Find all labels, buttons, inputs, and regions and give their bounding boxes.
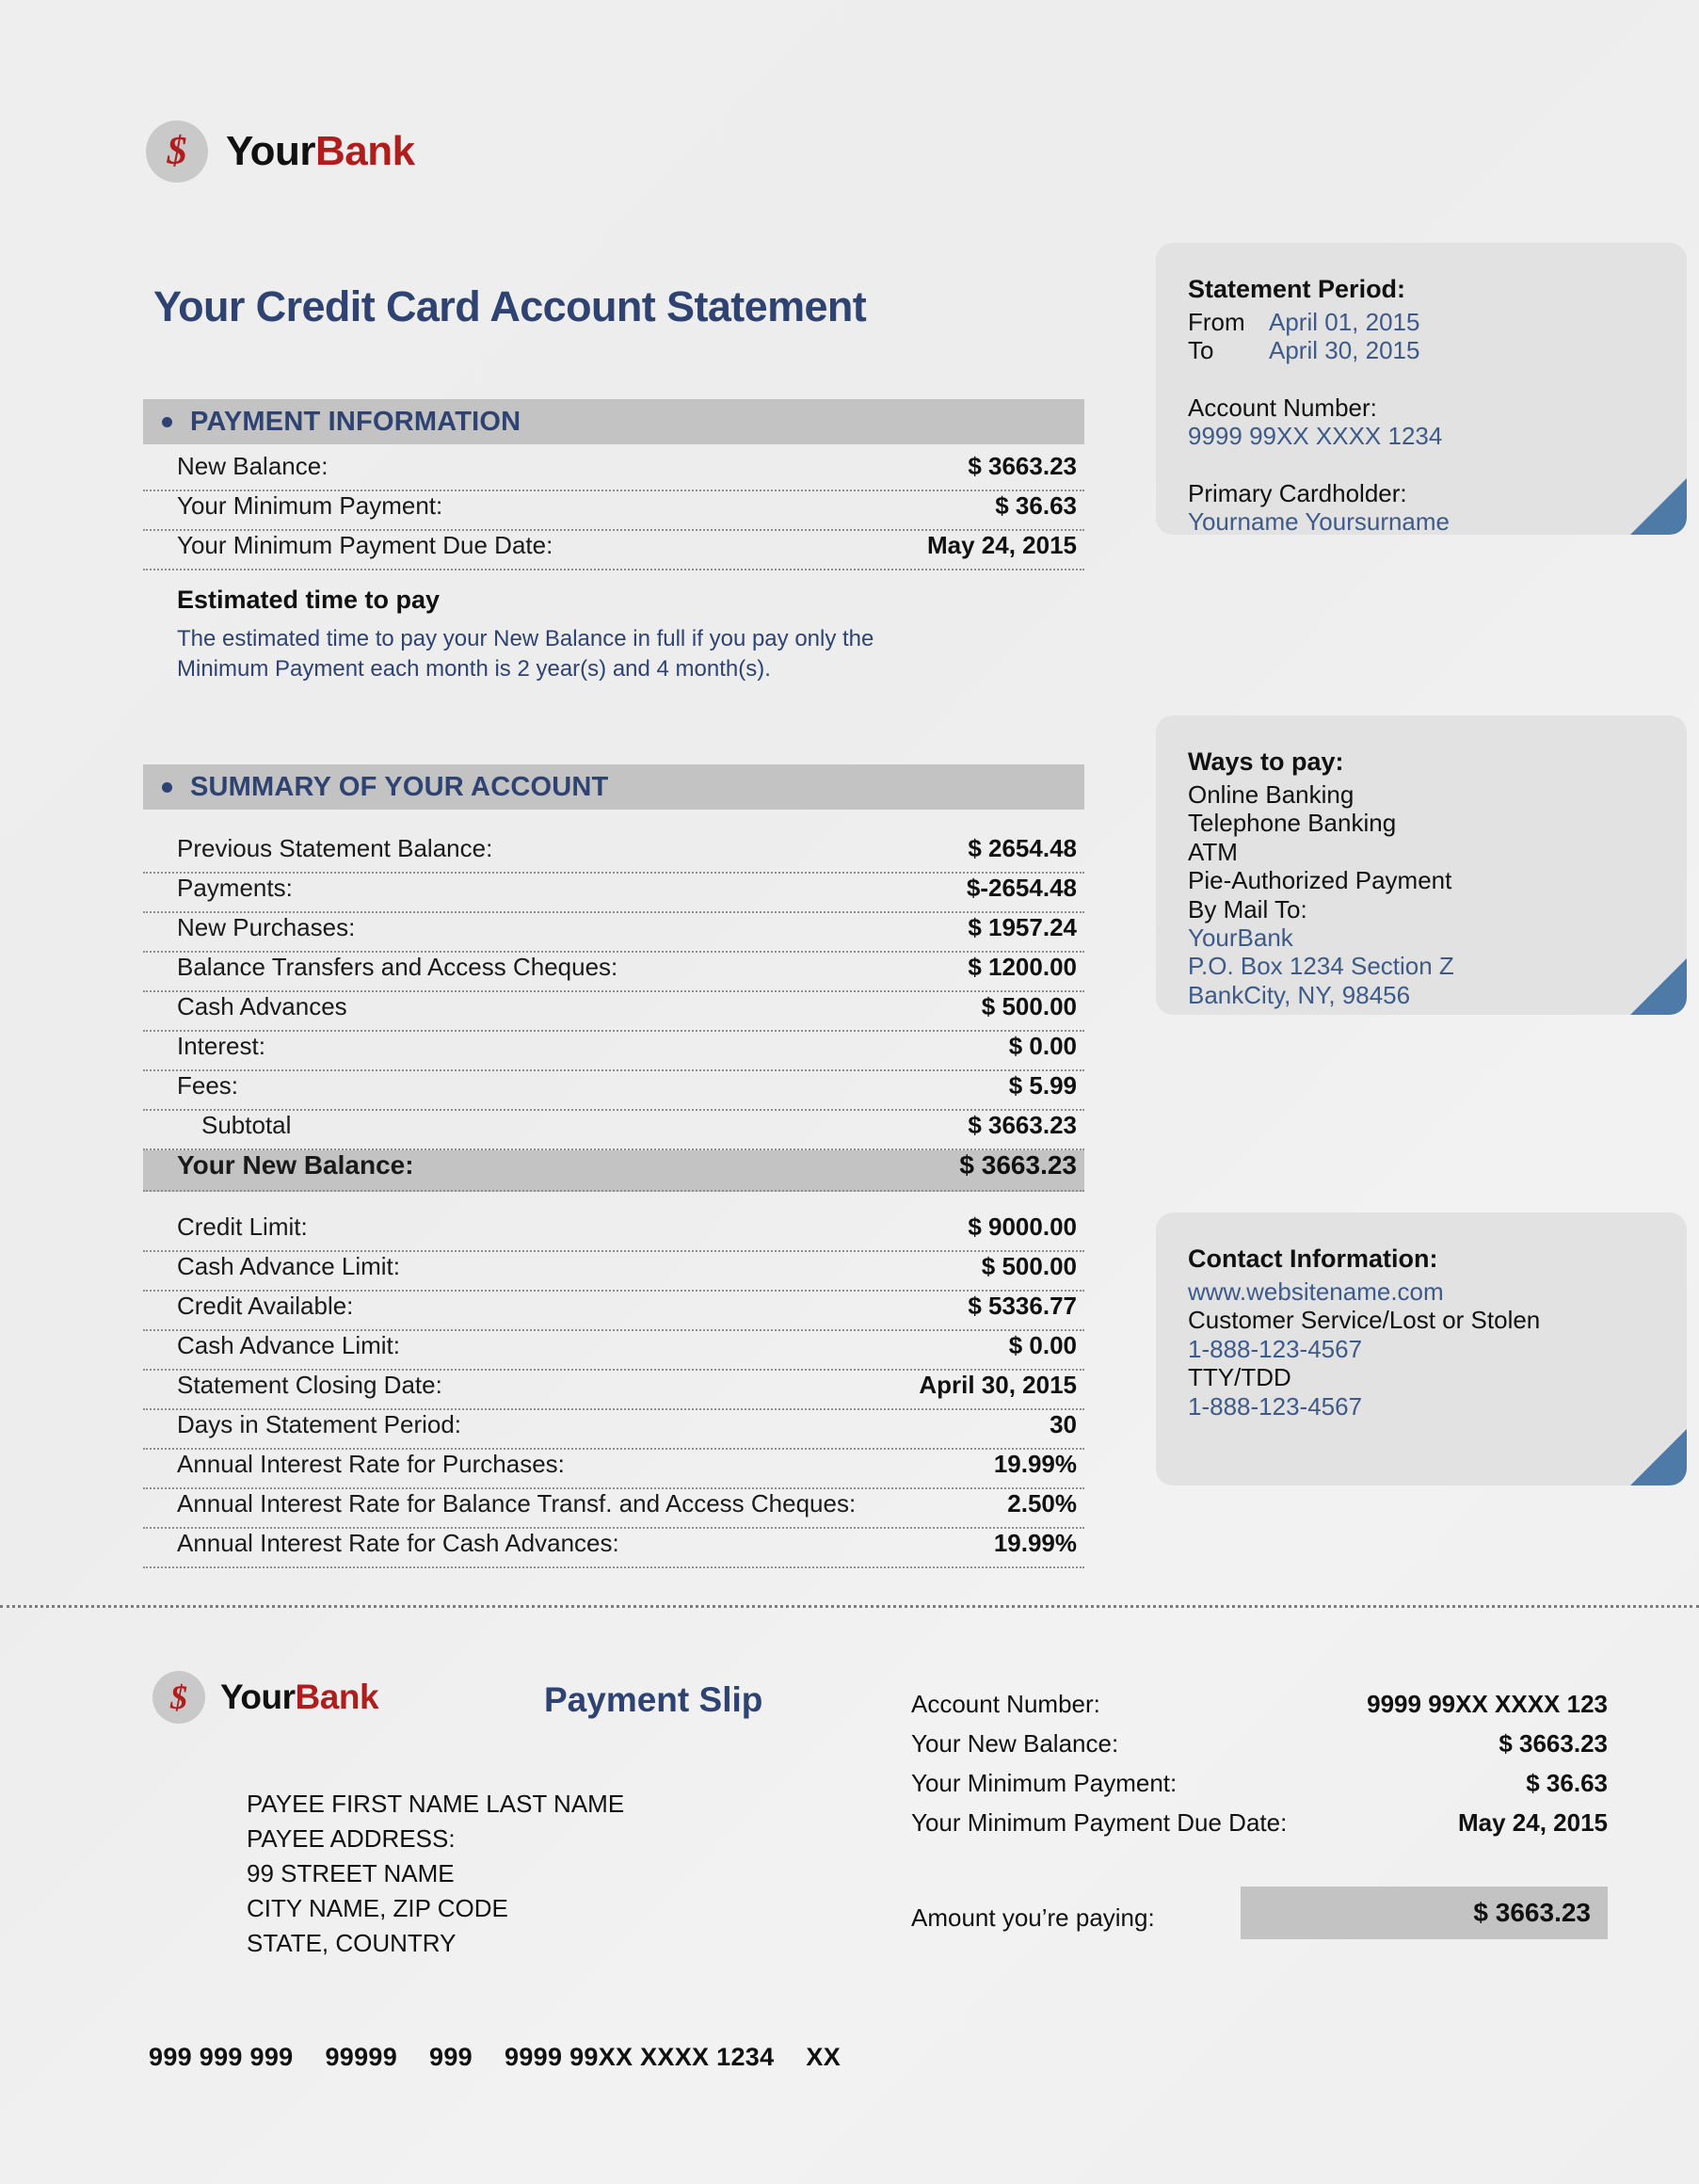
row-value: $ 1957.24 [968, 913, 1077, 941]
row-label: Credit Available: [177, 1292, 354, 1320]
row-value: 19.99% [993, 1529, 1077, 1557]
row-label: Balance Transfers and Access Cheques: [177, 953, 618, 981]
table-row [143, 992, 1084, 1032]
table-row [143, 1371, 1084, 1410]
panel-spacer [1188, 451, 1687, 479]
row-value: $-2654.48 [966, 874, 1077, 902]
bullet-icon [162, 782, 172, 793]
payee-line: PAYEE ADDRESS: [247, 1823, 456, 1853]
payment-slip-details [911, 1690, 1608, 1848]
table-row [143, 1410, 1084, 1450]
micr-segment: 99999 [325, 2043, 398, 2071]
row-label: Annual Interest Rate for Cash Advances: [177, 1529, 619, 1557]
table-row [143, 1252, 1084, 1292]
account-number-value: 9999 99XX XXXX 1234 [1188, 422, 1443, 451]
row-label: Account Number: [911, 1690, 1100, 1718]
account-number-label: Account Number: [1188, 393, 1377, 422]
row-value: May 24, 2015 [1457, 1808, 1608, 1837]
contact-information-panel [1156, 1212, 1687, 1485]
folded-corner-icon [1630, 1429, 1687, 1485]
bank-name-first: Your [226, 128, 315, 174]
row-label: Credit Limit: [177, 1212, 308, 1241]
payment-information-rows [143, 452, 1084, 570]
table-row-new-balance [143, 1150, 1084, 1192]
statement-period-heading: Statement Period: [1188, 275, 1406, 303]
to-value: April 30, 2015 [1269, 336, 1420, 365]
table-row [143, 953, 1084, 992]
estimated-time-title: Estimated time to pay [177, 586, 441, 614]
payment-slip-logo [152, 1671, 378, 1724]
row-value: $ 5.99 [1008, 1071, 1077, 1100]
dollar-coin-icon: $ [146, 120, 208, 183]
ways-to-pay-panel [1156, 715, 1687, 1015]
payee-line: STATE, COUNTRY [247, 1928, 457, 1957]
panel-spacer [1188, 365, 1687, 393]
row-value: $ 3663.23 [968, 452, 1077, 480]
row-label: New Balance: [177, 452, 329, 480]
bank-logo [146, 120, 415, 183]
payment-method: Pie-Authorized Payment [1188, 866, 1452, 895]
rows-spacer [143, 1192, 1084, 1205]
row-value: $ 3663.23 [1499, 1729, 1608, 1758]
row-label: Your Minimum Payment: [911, 1769, 1178, 1797]
mail-address-line: BankCity, NY, 98456 [1188, 980, 1411, 1009]
payee-line: PAYEE FIRST NAME LAST NAME [247, 1790, 625, 1818]
from-label: From [1188, 308, 1245, 336]
bank-name [226, 128, 415, 175]
table-row-subtotal [143, 1111, 1084, 1150]
contact-heading: Contact Information: [1188, 1245, 1438, 1273]
payment-method: ATM [1188, 837, 1238, 866]
payment-method: By Mail To: [1188, 894, 1307, 923]
table-row [143, 834, 1084, 874]
cardholder-value: Yourname Yoursurname [1188, 507, 1451, 535]
row-label: Payments: [177, 874, 293, 902]
statement-period-to [1188, 336, 1687, 364]
payment-method: Online Banking [1188, 780, 1354, 809]
slip-row [911, 1769, 1608, 1808]
cardholder-label: Primary Cardholder: [1188, 478, 1407, 507]
row-value: 30 [1050, 1410, 1077, 1438]
row-value: $ 5336.77 [968, 1292, 1077, 1320]
from-value: April 01, 2015 [1269, 308, 1420, 336]
row-value: 19.99% [993, 1450, 1077, 1478]
row-value: $ 9000.00 [968, 1212, 1077, 1241]
ways-to-pay-heading: Ways to pay: [1188, 747, 1344, 776]
summary-rows-group-1 [143, 834, 1084, 1192]
row-label: New Purchases: [177, 913, 356, 941]
payee-address-block [247, 1787, 624, 1961]
row-value: $ 2654.48 [968, 834, 1077, 862]
payment-method: Telephone Banking [1188, 809, 1397, 838]
bank-name-first: Your [220, 1678, 296, 1716]
row-value: $ 500.00 [981, 1252, 1077, 1280]
row-value: $ 3663.23 [968, 1111, 1077, 1139]
statement-period-panel [1156, 243, 1687, 535]
estimated-time-to-pay [143, 586, 1084, 684]
tty-phone[interactable]: 1-888-123-4567 [1188, 1391, 1363, 1421]
row-label: Your New Balance: [177, 1150, 414, 1180]
amount-paying-label: Amount you’re paying: [911, 1903, 1155, 1932]
customer-service-label: Customer Service/Lost or Stolen [1188, 1306, 1541, 1335]
row-value: $ 1200.00 [968, 953, 1077, 981]
payee-line: 99 STREET NAME [247, 1858, 455, 1887]
row-value: $ 500.00 [981, 992, 1077, 1020]
row-label: Previous Statement Balance: [177, 834, 493, 862]
table-row [143, 1450, 1084, 1489]
table-row [143, 452, 1084, 491]
table-row [143, 1032, 1084, 1071]
slip-row [911, 1808, 1608, 1848]
to-label: To [1188, 336, 1214, 365]
summary-header [143, 764, 1084, 810]
table-row [143, 1331, 1084, 1371]
summary-title: SUMMARY OF YOUR ACCOUNT [190, 771, 609, 802]
mail-address-line: YourBank [1188, 923, 1293, 953]
payment-information-header [143, 399, 1084, 444]
micr-segment: 999 999 999 [149, 2043, 294, 2071]
row-label: Your Minimum Payment Due Date: [177, 531, 553, 559]
row-value: May 24, 2015 [926, 531, 1077, 559]
bank-name [220, 1678, 378, 1717]
tty-label: TTY/TDD [1188, 1363, 1291, 1392]
row-value: $ 3663.23 [959, 1150, 1077, 1180]
payee-line: CITY NAME, ZIP CODE [247, 1893, 508, 1922]
bank-name-second: Bank [295, 1678, 379, 1716]
row-label: Cash Advance Limit: [177, 1252, 401, 1280]
mail-address-line: P.O. Box 1234 Section Z [1188, 952, 1454, 981]
customer-service-phone[interactable]: 1-888-123-4567 [1188, 1334, 1363, 1363]
row-value: 9999 99XX XXXX 123 [1367, 1690, 1608, 1718]
row-value: $ 0.00 [1008, 1331, 1077, 1359]
table-row [143, 874, 1084, 913]
row-value: 2.50% [1007, 1489, 1077, 1518]
micr-segment: 999 [429, 2043, 473, 2071]
row-value: April 30, 2015 [919, 1371, 1077, 1399]
table-row [143, 1292, 1084, 1331]
table-row [143, 1071, 1084, 1111]
row-value: $ 36.63 [1526, 1769, 1608, 1797]
row-label: Cash Advance Limit: [177, 1331, 401, 1359]
amount-paying-row [911, 1898, 1608, 1933]
row-label: Cash Advances [177, 992, 347, 1020]
table-row [143, 491, 1084, 531]
row-value: $ 36.63 [995, 491, 1077, 520]
bank-name-second: Bank [314, 128, 415, 174]
row-label: Days in Statement Period: [177, 1410, 462, 1438]
table-row [143, 1529, 1084, 1568]
row-label: Your Minimum Payment Due Date: [911, 1808, 1288, 1837]
row-label: Statement Closing Date: [177, 1371, 442, 1399]
payment-slip-title: Payment Slip [544, 1680, 763, 1719]
summary-section [143, 764, 1084, 1568]
perforation-divider [0, 1605, 1699, 1608]
row-label: Fees: [177, 1071, 239, 1100]
payment-information-section [143, 399, 1084, 684]
row-label: Subtotal [201, 1111, 292, 1139]
amount-paying-field[interactable]: $ 3663.23 [1241, 1887, 1608, 1939]
page-title: Your Credit Card Account Statement [153, 282, 867, 330]
slip-row [911, 1729, 1608, 1769]
bullet-icon [162, 417, 172, 427]
micr-segment: XX [806, 2043, 841, 2071]
micr-code-line [149, 2043, 841, 2072]
row-label: Your New Balance: [911, 1729, 1119, 1758]
statement-period-from [1188, 308, 1687, 336]
row-label: Your Minimum Payment: [177, 491, 443, 520]
row-label: Interest: [177, 1032, 265, 1060]
row-label: Annual Interest Rate for Purchases: [177, 1450, 565, 1478]
table-row [143, 1489, 1084, 1529]
summary-rows-group-2 [143, 1212, 1084, 1568]
micr-segment: 9999 99XX XXXX 1234 [505, 2043, 775, 2071]
table-row [143, 1212, 1084, 1252]
table-row [143, 913, 1084, 953]
table-row [143, 531, 1084, 570]
slip-row [911, 1690, 1608, 1729]
payment-information-title: PAYMENT INFORMATION [190, 406, 521, 437]
row-label: Annual Interest Rate for Balance Transf. and Access Cheques: [177, 1489, 857, 1518]
estimated-time-text: The estimated time to pay your New Balance in full if you pay only the Minimum Payment each month is 2 year(s) and 4 month(s). [177, 626, 874, 682]
dollar-coin-icon: $ [152, 1671, 205, 1724]
website-link[interactable]: www.websitename.com [1188, 1277, 1444, 1306]
row-value: $ 0.00 [1008, 1032, 1077, 1060]
